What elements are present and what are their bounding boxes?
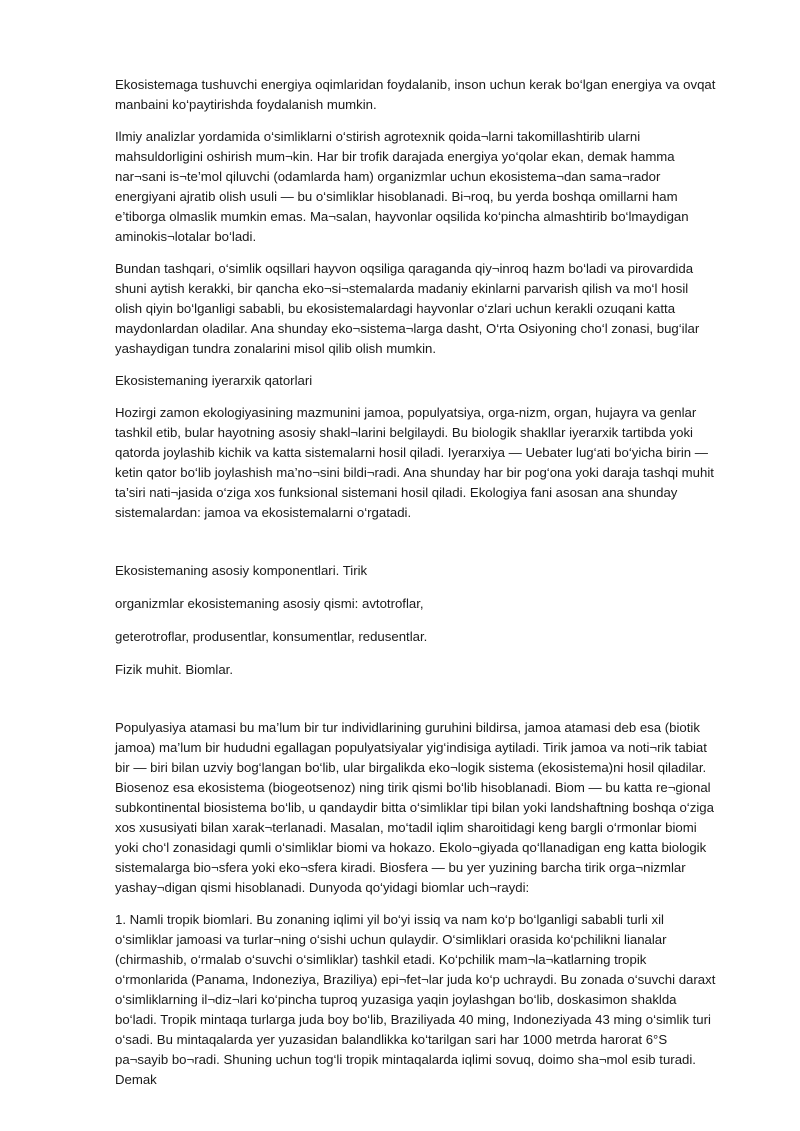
line-physical-environment: Fizik muhit. Biomlar. bbox=[115, 662, 233, 677]
paragraph-plant-proteins: Bundan tashqari, o‘simlik oqsillari hayvon oqsiliga qaraganda qiy¬inroq hazm bo‘ladi va pirovardida shuni aytish kerakki, bir qancha eko¬si¬stemalarda madaniy ekinlarni parvarish qilish va mo‘l hosil olish qiyin bo‘lganligi sababli, bu ekosistemalardagi hayvonlar o‘zlari uchun kerakli ozuqani katta maydonlardan oladilar. Ana shunday eko¬sistema¬larga dasht, O‘rta Osiyoning cho‘l zonasi, bug‘ilar yashaydigan tundra zonalarini misol qilib olish mumkin. bbox=[115, 261, 700, 356]
paragraph-energy-flow: Ekosistemaga tushuvchi energiya oqimlaridan foydalanib, inson uchun kerak bo‘lgan energiya va ovqat manbaini ko‘paytirishda foydalanish mumkin. bbox=[115, 77, 716, 112]
paragraph-tropical-biomes: 1. Namli tropik biomlari. Bu zonaning iqlimi yil bo‘yi issiq va nam ko‘p bo‘lganligi sababli turli xil o‘simliklar jamoasi va turlar¬ning o‘sishi uchun qulaydir. O‘simliklari orasida ko‘pchilikni lianalar (chirmashib, o‘rmalab o‘suvchi o‘simliklar) tashkil etadi. Ko‘pchilik mam¬la¬katlarning tropik o‘rmonlarida (Panama, Indoneziya, Braziliya) epi¬fet¬lar juda ko‘p uchraydi. Bu zonada o‘suvchi daraxt o‘simliklarning il¬diz¬lari ko‘pincha tuproq yuzasiga yaqin joylashgan bo‘lib, doskasimon shaklda bo‘ladi. Tropik mintaqa turlarga juda boy bo‘lib, Braziliyada 40 ming, Indoneziyada 43 ming o‘simlik turi o‘sadi. Bu mintaqalarda yer yuzasidan balandlikka ko‘tarilgan sari har 1000 metrda harorat 6°S pa¬sayib bo¬radi. Shuning uchun tog‘li tropik mintaqalarda iqlimi sovuq, doimo sha¬mol esib turadi. Demak bbox=[115, 912, 716, 1087]
heading-main-components: Ekosistemaning asosiy komponentlari. Tirik bbox=[115, 563, 368, 578]
paragraph-plant-productivity: Ilmiy analizlar yordamida o‘simliklarni o‘stirish agrotexnik qoida¬larni takomillashtirib ularni mahsuldorligini oshirish mum¬kin. Har bir trofik darajada energiya yo‘qolar ekan, demak hamma nar¬sani is¬te’mol qiluvchi (odamlarda ham) organizmlar uchun ekosistema¬dan sama¬rador energiyani ajratib olish usuli — bu o‘simliklar hisoblanadi. Bi¬roq, bu yerda boshqa omillarni ham e’tiborga olmaslik mumkin emas. Ma¬salan, hayvonlar oqsilida ko‘pincha almashtirib bo‘lmaydigan aminokis¬lotalar bo‘ladi. bbox=[115, 129, 689, 244]
paragraph-population-biome: Populyasiya atamasi bu ma’lum bir tur individlarining guruhini bildirsa, jamoa atamasi deb esa (biotik jamoa) ma’lum bir hududni egallagan populyatsiyalar yig‘indisiga aytiladi. Tirik jamoa va noti¬rik tabiat bir — biri bilan uzviy bog‘langan bo‘lib, ular birgalikda eko¬logik sistema (ekosistema)ni hosil qiladilar. Biosenoz esa ekosistema (biogeotsenoz) ning tirik qismi bo‘lib hisoblanadi. Biom — bu katta re¬gional subkontinental biosistema bo‘lib, u qandaydir bitta o‘simliklar tipi bilan yoki landshaftning boshqa o‘ziga xos xususiyati bilan xarak¬terlanadi. Masalan, mo‘tadil iqlim sharoitidagi keng bargli o‘rmonlar biomi yoki cho‘l zonasidagi qumli o‘simliklar biomi va hokazo. Ekolo¬giyada qo‘llanadigan eng katta biologik sistemalarga bio¬sfera yoki eko¬sfera kiradi. Biosfera — bu yer yuzining barcha tirik orga¬nizmlar yashay¬digan qismi hisoblanadi. Dunyoda qo‘yidagi biomlar uch¬raydi: bbox=[115, 720, 714, 895]
line-organisms: organizmlar ekosistemaning asosiy qismi: avtotroflar, bbox=[115, 596, 424, 611]
heading-hierarchical-series: Ekosistemaning iyerarxik qatorlari bbox=[115, 373, 313, 388]
paragraph-ecology-content: Hozirgi zamon ekologiyasining mazmunini jamoa, populyatsiya, orga-nizm, organ, hujayra va genlar tashkil etib, bular hayotning asosiy shakl¬larini belgilaydi. Bu biologik shakllar iyerarxik tartibda yoki qatorda joylashib kichik va katta sistemalarni hosil qiladi. Iyerarxiya — Uebater lug‘ati bo‘yicha birin — ketin qator bo‘lib joylashish ma’no¬sini bildi¬radi. Ana shunday har bir pog‘ona yoki daraja tashqi muhit ta’siri nati¬jasida o‘ziga xos funksional sistemani hosil qiladi. Ekologiya fani asosan ana shunday sistemalardan: jamoa va ekosistemalarni o‘rgatadi. bbox=[115, 405, 714, 520]
line-heterotrophs: geterotroflar, produsentlar, konsumentlar, redusentlar. bbox=[115, 629, 428, 644]
